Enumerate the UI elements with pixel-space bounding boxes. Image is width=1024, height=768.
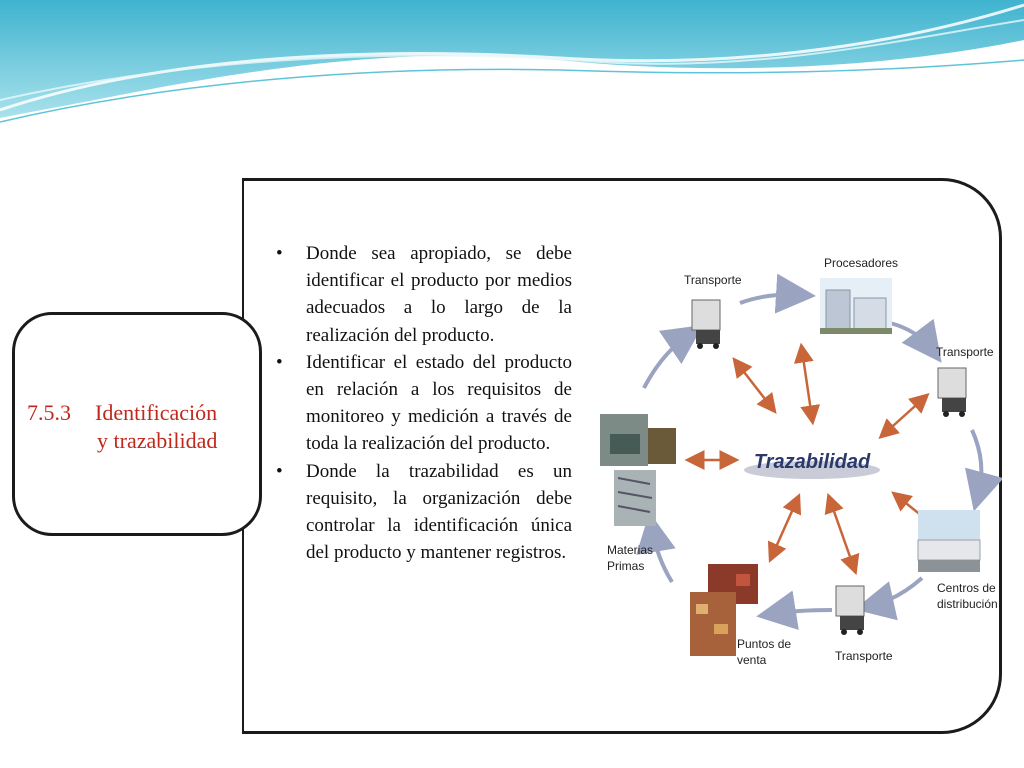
list-item-text: Identificar el estado del producto en relación a los requisitos de monitoreo y medición a través de toda la realización del producto. bbox=[306, 351, 572, 455]
section-title bbox=[27, 399, 259, 455]
node-label-materias-1: Materias bbox=[607, 543, 654, 557]
truck-icon bbox=[836, 586, 864, 635]
node-label-puntos-2: venta bbox=[737, 653, 767, 667]
section-number: 7.5.3 bbox=[27, 400, 71, 425]
node-label-puntos-1: Puntos de bbox=[737, 637, 792, 651]
node-label-materias-2: Primas bbox=[607, 559, 645, 573]
warehouse-icon bbox=[918, 510, 980, 572]
traceability-diagram bbox=[592, 238, 1002, 678]
header-wave-decoration bbox=[0, 0, 1024, 130]
node-label-transporte-bottom: Transporte bbox=[835, 649, 893, 663]
truck-icon bbox=[692, 300, 720, 349]
center-label: Trazabilidad bbox=[753, 451, 871, 473]
list-item bbox=[272, 349, 572, 458]
factory-icon bbox=[820, 278, 892, 334]
bullet-icon: • bbox=[276, 243, 283, 264]
center-node bbox=[744, 451, 880, 479]
node-label-centros-2: distribución bbox=[937, 597, 998, 611]
section-title-line1: Identificación bbox=[95, 400, 218, 425]
bullet-icon: • bbox=[276, 460, 283, 482]
node-label-procesadores: Procesadores bbox=[824, 256, 899, 270]
fish-icon bbox=[600, 414, 676, 526]
truck-icon bbox=[938, 368, 966, 417]
requirements-list bbox=[272, 240, 572, 566]
node-label-centros-1: Centros de bbox=[937, 581, 996, 595]
list-item bbox=[272, 458, 572, 567]
list-item-text: Donde la trazabilidad es un requisito, la organización debe controlar la identificación única del producto y mantener registros. bbox=[306, 460, 572, 564]
list-item-text: Donde sea apropiado, se debe identificar el producto por medios adecuados a lo largo de la realización del producto. bbox=[306, 243, 572, 346]
bullet-icon: • bbox=[276, 351, 283, 373]
section-title-box bbox=[12, 312, 262, 536]
node-label-transporte-top: Transporte bbox=[684, 273, 742, 287]
node-label-transporte-right: Transporte bbox=[936, 345, 994, 359]
section-title-line2: y trazabilidad bbox=[97, 428, 218, 453]
list-item bbox=[272, 240, 572, 349]
